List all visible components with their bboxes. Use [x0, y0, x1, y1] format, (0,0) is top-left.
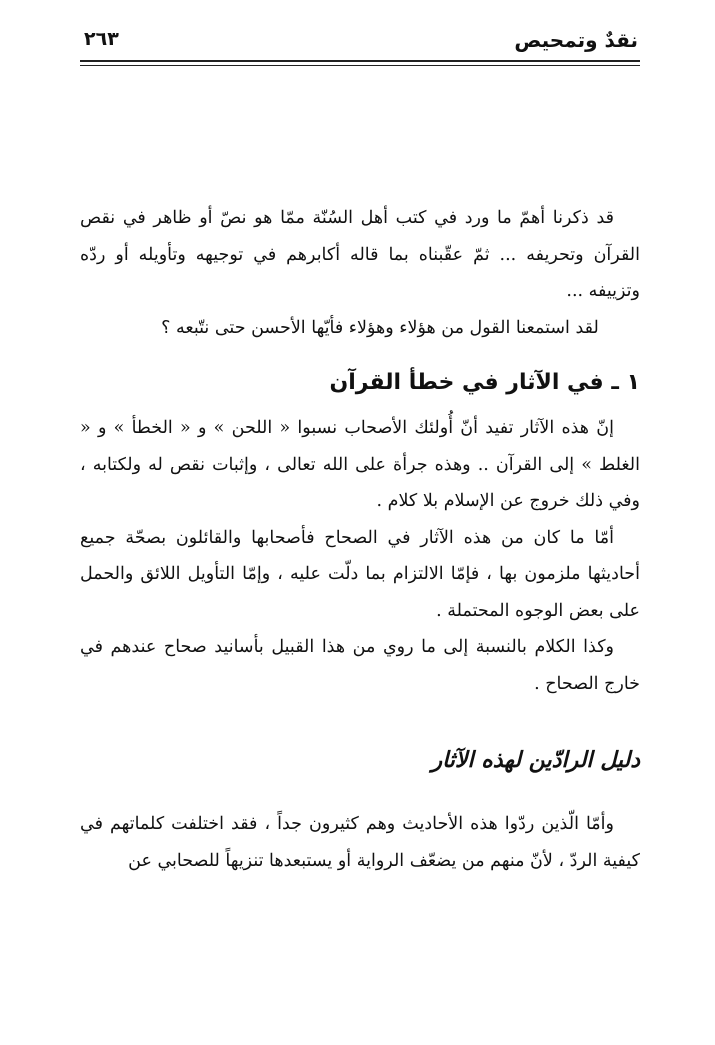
section1-paragraph: إنّ هذه الآثار تفيد أنّ أُولئك الأصحاب نسبوا « اللحن » و « الخطأ » و « الغلط » إلى القرآن .. وهذه جرأة على الله تعالى ، وإثبات نقص له ولكتابه ، وفي ذلك خروج عن الإسلام بلا كلام .	[80, 418, 640, 511]
running-title: نقدٌ وتمحيص	[514, 28, 638, 52]
section2-paragraph: وأمّا الّذين ردّوا هذه الأحاديث وهم كثيرون جداً ، فقد اختلفت كلماتهم في كيفية الردّ ، لأنّ منهم من يضعّف الرواية أو يستبعدها تنزيهاً للصحابي عن	[80, 814, 640, 871]
section1-paragraph: وكذا الكلام بالنسبة إلى ما روي من هذا القبيل بأسانيد صحاح عندهم في خارج الصحاح .	[80, 637, 640, 694]
intro-question: لقد استمعنا القول من هؤلاء وهؤلاء فأيّها الأحسن حتى نتّبعه ؟	[161, 317, 599, 338]
section1-paragraph: أمّا ما كان من هذه الآثار في الصحاح فأصحابها والقائلون بصحّة جميع أحاديثها ملزمون بها ، فإمّا الالتزام بما دلّت عليه ، وإمّا التأويل اللائق والحمل على بعض الوجوه المحتملة .	[80, 527, 640, 621]
page-header	[80, 26, 638, 58]
body-text	[80, 200, 640, 879]
intro-paragraph: قد ذكرنا أهمّ ما ورد في كتب أهل السُنّة ممّا هو نصّ أو ظاهر في نقص القرآن وتحريفه ... ثمّ عقّبناه بما قاله أكابرهم في توجيهه وتأويله أو ردّه وتزييفه ...	[80, 208, 640, 301]
header-rule-thin	[80, 65, 640, 66]
section-heading-rejecters: دليل الرادّين لهذه الآثار	[431, 748, 640, 773]
header-rule-thick	[80, 60, 640, 62]
section-heading-errors: ١ ـ في الآثار في خطأ القرآن	[329, 370, 640, 395]
page-number: ٢٦٣	[84, 28, 119, 50]
